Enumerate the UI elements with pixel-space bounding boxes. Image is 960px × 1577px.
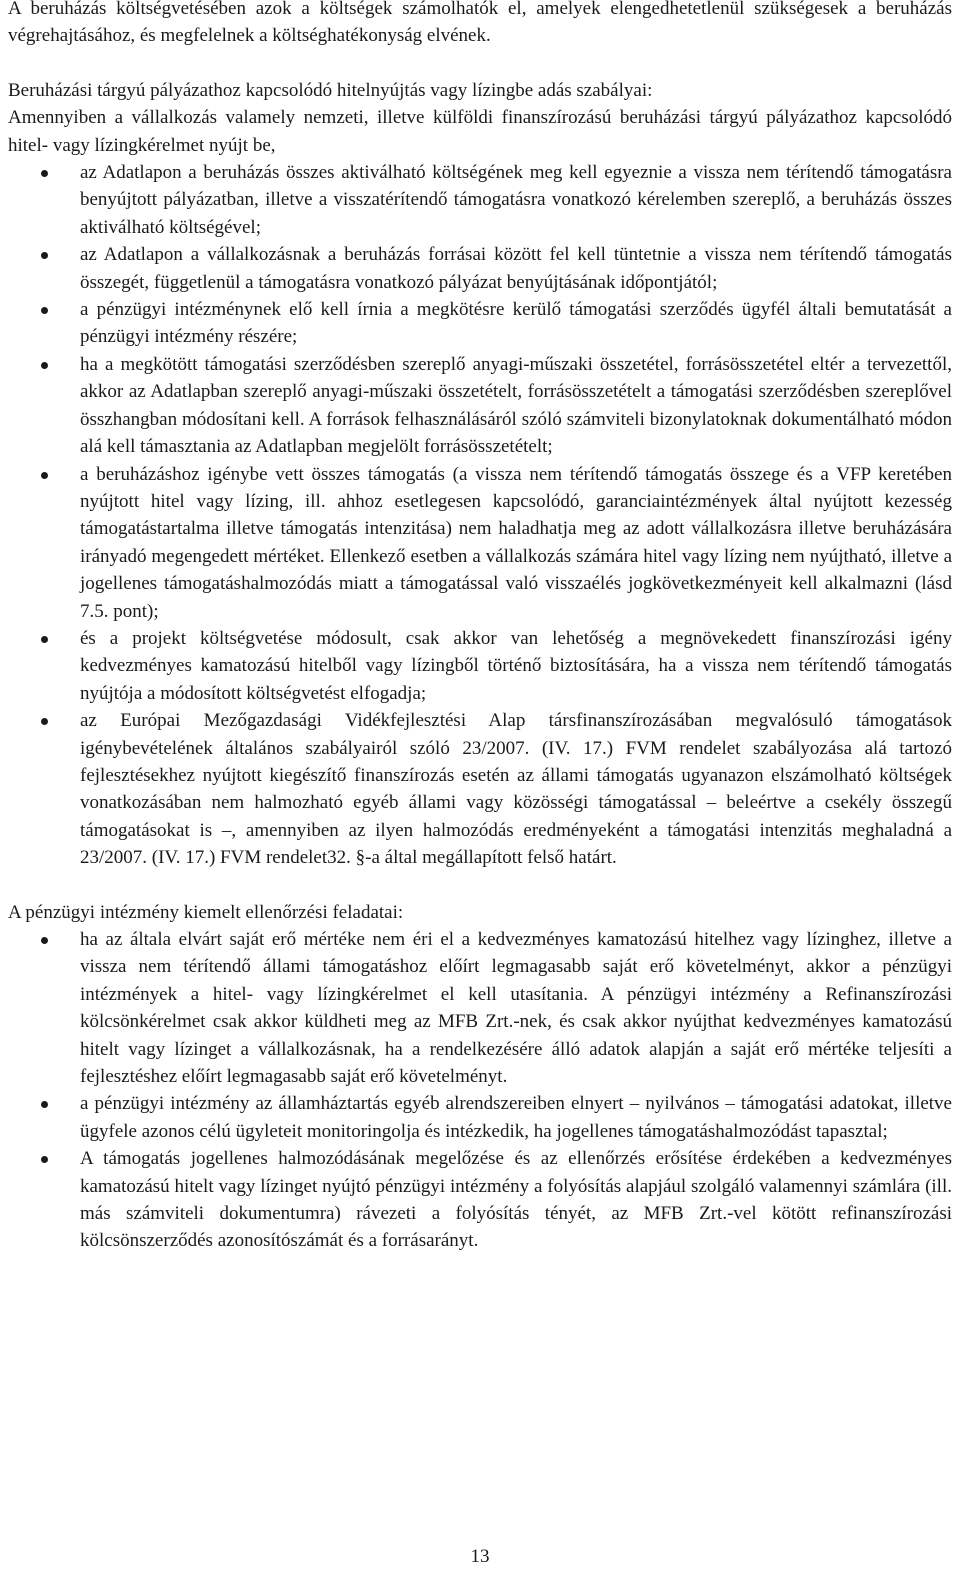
list-item [8,926,952,1090]
section-1-bullet-list [8,159,952,872]
bullet-icon [41,937,48,944]
page-number: 13 [470,1546,490,1567]
list-item [8,351,952,461]
bullet-icon [41,362,48,369]
list-item-text: és a projekt költségvetése módosult, csak akkor van lehetőség a megnövekedett finanszírozási igény kedvezményes kamatozású hitelből vagy lízingből történő biztosítására, ha a vissza nem térítendő támogatás nyújtója a módosított költségvetést elfogadja; [80,627,952,704]
list-item [8,461,952,625]
list-item [8,159,952,241]
list-item-text: ha az általa elvárt saját erő mértéke nem éri el a kedvezményes kamatozású hitelhez vagy lízinghez, illetve a vissza nem térítendő állami támogatáshoz előírt legmagasabb saját erő követelményt, akkor a pénzügyi intézmények a hitel- vagy lízingkérelmet el kell utasítania. A pénzügyi intézmény a Refinanszírozási kölcsönkérelmet csak akkor küldheti meg az MFB Zrt.-nek, és csak akkor nyújthat kedvezményes kamatozású hitelt vagy lízinget a vállalkozásnak, ha a rendelkezésére álló adatok alapján a saját erő mértéke teljesíti a fejlesztéshez előírt legmagasabb saját erő követelményt. [80,929,952,1088]
list-item-text: az Európai Mezőgazdasági Vidékfejlesztési Alap társfinanszírozásában megvalósuló támogatások igénybevételének általános szabályairól szóló 23/2007. (IV. 17.) FVM rendelet szabályozása alá tartozó fejlesztésekhez nyújtott kiegészítő finanszírozás esetén az állami támogatás ugyanazon elszámolható költségek vonatkozásában nem halmozható egyéb állami vagy közösségi támogatással – beleértve a csekély összegű támogatásokat is –, amennyiben az ilyen halmozódás eredményeként a támogatási intenzitás meghaladná a 23/2007. (IV. 17.) FVM rendelet32. §-a által megállapított felső határt. [80,710,952,869]
section-2-bullet-list [8,926,952,1255]
bullet-icon [41,1101,48,1108]
list-item [8,296,952,351]
bullet-icon [41,1156,48,1163]
bullet-icon [41,636,48,643]
list-item-text: a beruházáshoz igénybe vett összes támogatás (a vissza nem térítendő támogatás összege és a VFP keretében nyújtott hitel vagy lízing, ill. ahhoz esetlegesen kapcsolódó, garanciaintézmények által nyújtott kezesség támogatástartalma illetve támogatás intenzitása) nem haladhatja meg az adott vállalkozásra illetve beruházására irányadó megengedett mértéket. Ellenkező esetben a vállalkozás számára hitel vagy lízing nem nyújtható, illetve a jogellenes támogatáshalmozódás miatt a támogatással való visszaélés jogkövetkezményeit kell alkalmazni (lásd 7.5. pont); [80,463,952,622]
bullet-icon [41,307,48,314]
bullet-icon [41,252,48,259]
list-item-text: az Adatlapon a vállalkozásnak a beruházás forrásai között fel kell tüntetnie a vissza nem térítendő támogatás összegét, függetlenül a támogatásra vonatkozó pályázat benyújtásának időpontjától; [80,244,952,293]
list-item [8,241,952,296]
page-content [8,0,952,1255]
section-2-heading: A pénzügyi intézmény kiemelt ellenőrzési feladatai: [8,901,404,923]
list-item [8,1145,952,1255]
bullet-icon [41,170,48,177]
bullet-icon [41,472,48,479]
section-1-heading: Beruházási tárgyú pályázathoz kapcsolódó hitelnyújtás vagy lízingbe adás szabályai: [8,79,653,101]
list-item [8,707,952,871]
list-item-text: a pénzügyi intézmény az államháztartás egyéb alrendszereiben elnyert – nyilvános – támogatási adatokat, illetve ügyfele azonos célú ügyleteit monitoringolja és intézkedik, ha jogellenes támogatáshalmozódást tapasztal; [80,1093,952,1142]
section-1-lead: Amennyiben a vállalkozás valamely nemzeti, illetve külföldi finanszírozású beruházási tárgyú pályázathoz kapcsolódó hitel- vagy lízingkérelmet nyújt be, [8,107,952,156]
intro-paragraph: A beruházás költségvetésében azok a költségek számolhatók el, amelyek elengedhetetlenül szükségesek a beruházás végrehajtásához, és megfelelnek a költséghatékonyság elvének. [8,0,952,47]
list-item-text: az Adatlapon a beruházás összes aktiválható költségének meg kell egyeznie a vissza nem térítendő támogatásra benyújtott pályázatban, illetve a visszatérítendő támogatásra vonatkozó kérelemben szereplő, a beruházás összes aktiválható költségével; [80,162,952,238]
list-item-text: A támogatás jogellenes halmozódásának megelőzése és az ellenőrzés erősítése érdekében a kedvezményes kamatozású hitelt vagy lízinget nyújtó pénzügyi intézmény a folyósítás alapjául szolgáló valamennyi számlára (ill. más számviteli dokumentumra) rávezeti a folyósítás tényét, az MFB Zrt.-vel kötött refinanszírozási kölcsönszerződés azonosítószámát és a forrásarányt. [80,1148,952,1252]
bullet-icon [41,718,48,725]
list-item-text: a pénzügyi intézménynek elő kell írnia a megkötésre kerülő támogatási szerződés ügyfél általi bemutatását a pénzügyi intézmény részére; [80,299,952,348]
list-item [8,1090,952,1145]
list-item [8,625,952,707]
list-item-text: ha a megkötött támogatási szerződésben szereplő anyagi-műszaki összetétel, forrásösszetétel eltér a tervezettől, akkor az Adatlapban szereplő anyagi-műszaki összetételt, forrásösszetételt a támogatási szerződésben szereplővel összhangban módosítani kell. A források felhasználásáról szóló számviteli bizonylatoknak dokumentálható módon alá kell támasztania az Adatlapban megjelölt forrásösszetételt; [80,353,952,458]
